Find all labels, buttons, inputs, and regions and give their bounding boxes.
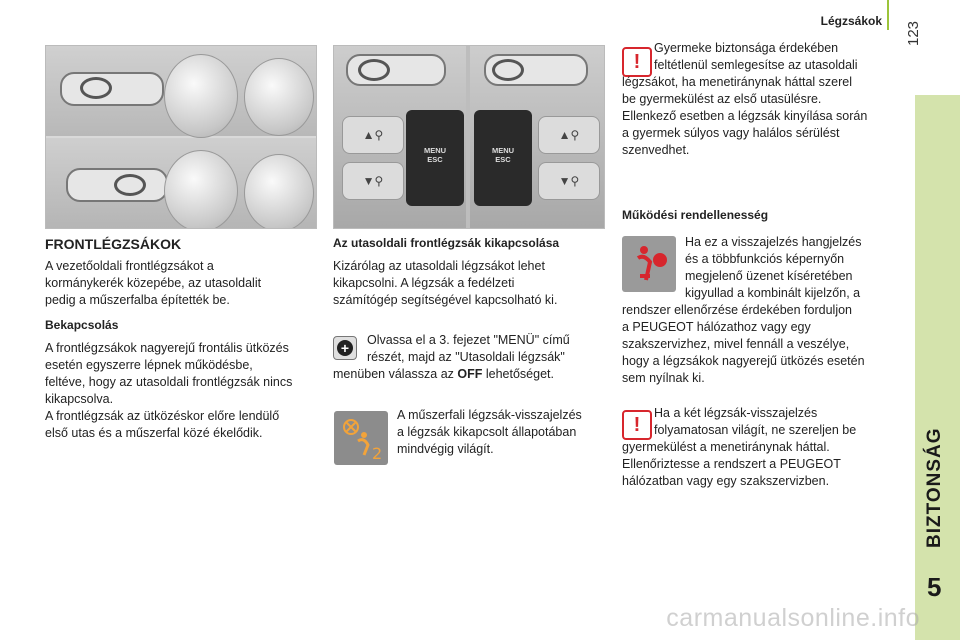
- chapter-number: 5: [927, 572, 942, 602]
- text-line: megjelenő üzenet kíséretében: [685, 269, 853, 283]
- chapter-label: BIZTONSÁG: [924, 427, 945, 548]
- text-line: Ellenkező esetben a légzsák kinyílása során: [622, 109, 868, 123]
- activation-subheading: Bekapcsolás: [45, 318, 119, 332]
- text-line: mindvégig világít.: [397, 442, 494, 456]
- text-line: számítógép segítségével kapcsolható ki.: [333, 293, 558, 307]
- text-line: A frontlégzsákok nagyerejű frontális ütközés: [45, 341, 289, 355]
- chapter-side-tab: [915, 95, 960, 640]
- text-line: be gyermekülést az első utasülésre.: [622, 92, 822, 106]
- text-line: kikapcsolva.: [45, 392, 114, 406]
- section-heading: FRONTLÉGZSÁKOK: [45, 236, 182, 252]
- steering-wheel-icon-4: [492, 59, 524, 81]
- deactivation-heading: Az utasoldali frontlégzsák kikapcsolása: [333, 236, 560, 250]
- text-line: szakszervizhez, mivel fennáll a veszélye,: [622, 337, 850, 351]
- text-line: kormánykerék közepébe, az utasoldalit: [45, 276, 262, 290]
- airbag-left-bottom: [164, 150, 238, 229]
- header-accent-line: [887, 0, 889, 30]
- left-intro: [45, 258, 325, 309]
- text-line: gyermekülést a menetiránynak háttal.: [622, 440, 830, 454]
- text-line: A vezetőoldali frontlégzsákot a: [45, 259, 214, 273]
- text-line: hálózatban vagy egy szakszervizben.: [622, 474, 830, 488]
- watermark: carmanualsonline.info: [666, 604, 920, 632]
- airbag-off-button-left: ▼⚲: [342, 162, 404, 200]
- text-line: rendszer ellenőrzése érdekében forduljon: [622, 303, 853, 317]
- airbag-left-top: [164, 54, 238, 138]
- text-line: Olvassa el a 3. fejezet "MENÜ" című: [367, 333, 570, 347]
- menu-esc-label-right: [484, 146, 522, 164]
- text-line: a gyermek súlyos vagy halálos sérülést: [622, 126, 840, 140]
- text-line: Gyermeke biztonsága érdekében: [654, 41, 839, 55]
- passenger-airbag-off-lamp-icon: [334, 411, 388, 465]
- airbag-right-bottom: [244, 154, 314, 229]
- text-line: esetén egyszerre lépnek működésbe,: [45, 358, 253, 372]
- two-lamps-warning: [622, 405, 897, 490]
- page-number: 123: [905, 20, 922, 46]
- text-line: hogy a légzsákok nagyerejű ütközés esetén: [622, 354, 865, 368]
- text-line: [333, 366, 603, 383]
- text-line: kikapcsolni. A légzsák a fedélzeti: [333, 276, 515, 290]
- child-safety-warning: [622, 40, 897, 159]
- steering-wheel-icon-2: [114, 174, 146, 196]
- activation-body: [45, 340, 330, 442]
- running-header-title: Légzsákok: [820, 14, 882, 28]
- text-line: részét, majd az "Utasoldali légzsák": [367, 350, 565, 364]
- svg-text:2: 2: [372, 444, 383, 463]
- menu-label-left: MENU: [423, 146, 447, 155]
- esc-label-right: ESC: [495, 155, 511, 164]
- text-line: Ellenőriztesse a rendszert a PEUGEOT: [622, 457, 841, 471]
- text-line: első utas és a műszerfal közé ékelődik.: [45, 426, 263, 440]
- info-plus-icon: +: [333, 336, 357, 360]
- text-line: feltétlenül semlegesítse az utasoldali: [654, 58, 858, 72]
- menu-note: [333, 332, 603, 383]
- text-line: A frontlégzsák az ütközéskor előre lendülő: [45, 409, 280, 423]
- deactivation-body: [333, 258, 603, 309]
- text-line: szenvedhet.: [622, 143, 690, 157]
- text-line: Ha a két légzsák-visszajelzés: [654, 406, 818, 420]
- steering-wheel-icon: [80, 77, 112, 99]
- airbag-on-button-right: ▲⚲: [538, 116, 600, 154]
- text-line: kigyullad a kombinált kijelzőn, a: [685, 286, 861, 300]
- text-line: és a többfunkciós képernyőn: [685, 252, 845, 266]
- warning-exclamation-icon-2: !: [622, 410, 652, 440]
- text-line: légzsákot, ha menetiránynak háttal szerel: [622, 75, 852, 89]
- menu-label-right: MENU: [491, 146, 515, 155]
- note-text: lehetőséget.: [482, 367, 554, 381]
- steering-wheel-icon-3: [358, 59, 390, 81]
- airbag-on-button-left: ▲⚲: [342, 116, 404, 154]
- dashboard-controls-photo: [333, 45, 605, 229]
- text-line: Ha ez a visszajelzés hangjelzés: [685, 235, 862, 249]
- malfunction-subheading: Működési rendellenesség: [622, 208, 769, 222]
- text-line: Kizárólag az utasoldali légzsákot lehet: [333, 259, 545, 273]
- airbag-right-top: [244, 58, 314, 136]
- text-line: a légzsák kikapcsolt állapotában: [397, 425, 577, 439]
- text-line: feltéve, hogy az utasoldali frontlégzsák nincs: [45, 375, 293, 389]
- malfunction-body: [622, 234, 902, 387]
- text-line: a PEUGEOT hálózathoz vagy egy: [622, 320, 811, 334]
- menu-esc-label-left: [416, 146, 454, 164]
- airbag-off-button-right: ▼⚲: [538, 162, 600, 200]
- frontal-airbags-illustration: [45, 45, 317, 229]
- text-line: folyamatosan világít, ne szereljen be: [654, 423, 857, 437]
- note-text: menüben válassza az: [333, 367, 458, 381]
- lamp-description: [397, 407, 607, 458]
- text-line: A műszerfali légzsák-visszajelzés: [397, 408, 582, 422]
- mirror-icon: [60, 72, 164, 106]
- warning-exclamation-icon: !: [622, 47, 652, 77]
- esc-label-left: ESC: [427, 155, 443, 164]
- text-line: pedig a műszerfalba építették be.: [45, 293, 230, 307]
- text-line: sem nyílnak ki.: [622, 371, 705, 385]
- off-option: OFF: [457, 367, 483, 381]
